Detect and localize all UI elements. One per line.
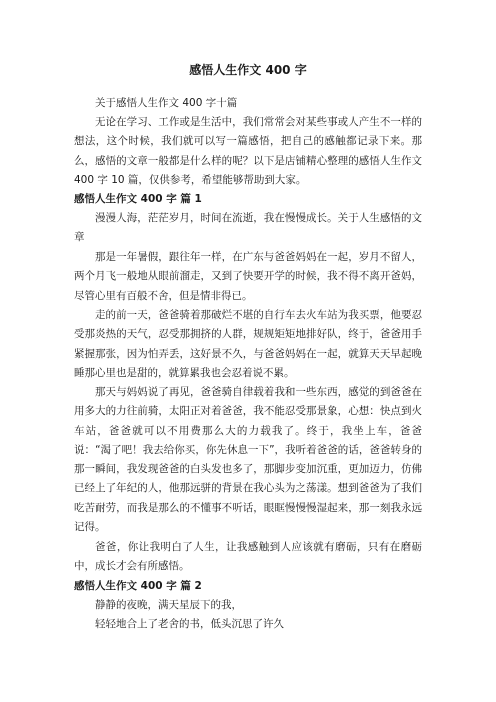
section-heading-1: 感悟人生作文 400 字 篇 1 (74, 193, 202, 205)
body-paragraph: 那是一年暑假，跟往年一样，在广东与爸爸妈妈在一起，岁月不留人，两个月飞一般地从眼前溜走，又到了快要开学的时候，我不得不离开爸妈，尽管心里有百般不舍，但是情非得已。 (74, 251, 422, 302)
subtitle-paragraph: 关于感悟人生作文 400 字十篇 (95, 97, 238, 109)
intro-paragraph: 无论在学习、工作或是生活中，我们常常会对某些事或人产生不一样的想法，这个时候，我们就可以写一篇感悟，把自己的感触都记录下来。那么，感悟的文章一般都是什么样的呢？以下是店铺精心整理的感悟人生作文 400 字 10 篇，仅供参考，希望能够帮助到大家。 (74, 116, 422, 186)
body-paragraph: 静静的夜晚，满天星辰下的我， (95, 599, 242, 611)
body-paragraph: 走的前一天，爸爸骑着那破烂不堪的自行车去火车站为我买票，他要忍受那炎热的天气，忍受那拥挤的人群，规规矩矩地排好队，终于，爸爸用手紧握那张，因为怕弄丢，这好景不久，与爸爸妈妈在一起，就算天天早起晚睡那心里也是甜的，就算累我也会忍着说不累。 (74, 309, 422, 379)
section-heading-2: 感悟人生作文 400 字 篇 2 (74, 580, 202, 592)
body-paragraph: 那天与妈妈说了再见，爸爸骑自律载着我和一些东西，感觉的到爸爸在用多大的力往前骑，太阳正对着爸爸，我不能忍受那景象，心想：快点到火车站，爸爸就可以不用费那么大的力载我了。终于，我坐上车，爸爸说：“渴了吧！我去给你买，你先休息一下”，我听着爸爸的话，爸爸转身的那一瞬间，我发现爸爸的白头发也多了，那脚步变加沉重，更加迈力，仿佛已经上了年纪的人，他那远骈的背景在我心头为之荡漾。想到爸爸为了我们吃苦耐劳，而我是那么的不懂事不听话，眼眶慢慢慢湿起来，那一刻我永远记得。 (74, 386, 422, 534)
body-paragraph: 轻轻地合上了老舍的书，低头沉思了许久 (95, 618, 284, 630)
document-title: 感悟人生作文 400 字 (189, 63, 307, 77)
body-paragraph: 漫漫人海，茫茫岁月，时间在流逝，我在慢慢成长。关于人生感悟的文章 (74, 212, 422, 244)
body-paragraph: 爸爸，你让我明白了人生，让我感触到人应该就有磨砺，只有在磨砺中，成长才会有所感悟。 (74, 541, 422, 573)
